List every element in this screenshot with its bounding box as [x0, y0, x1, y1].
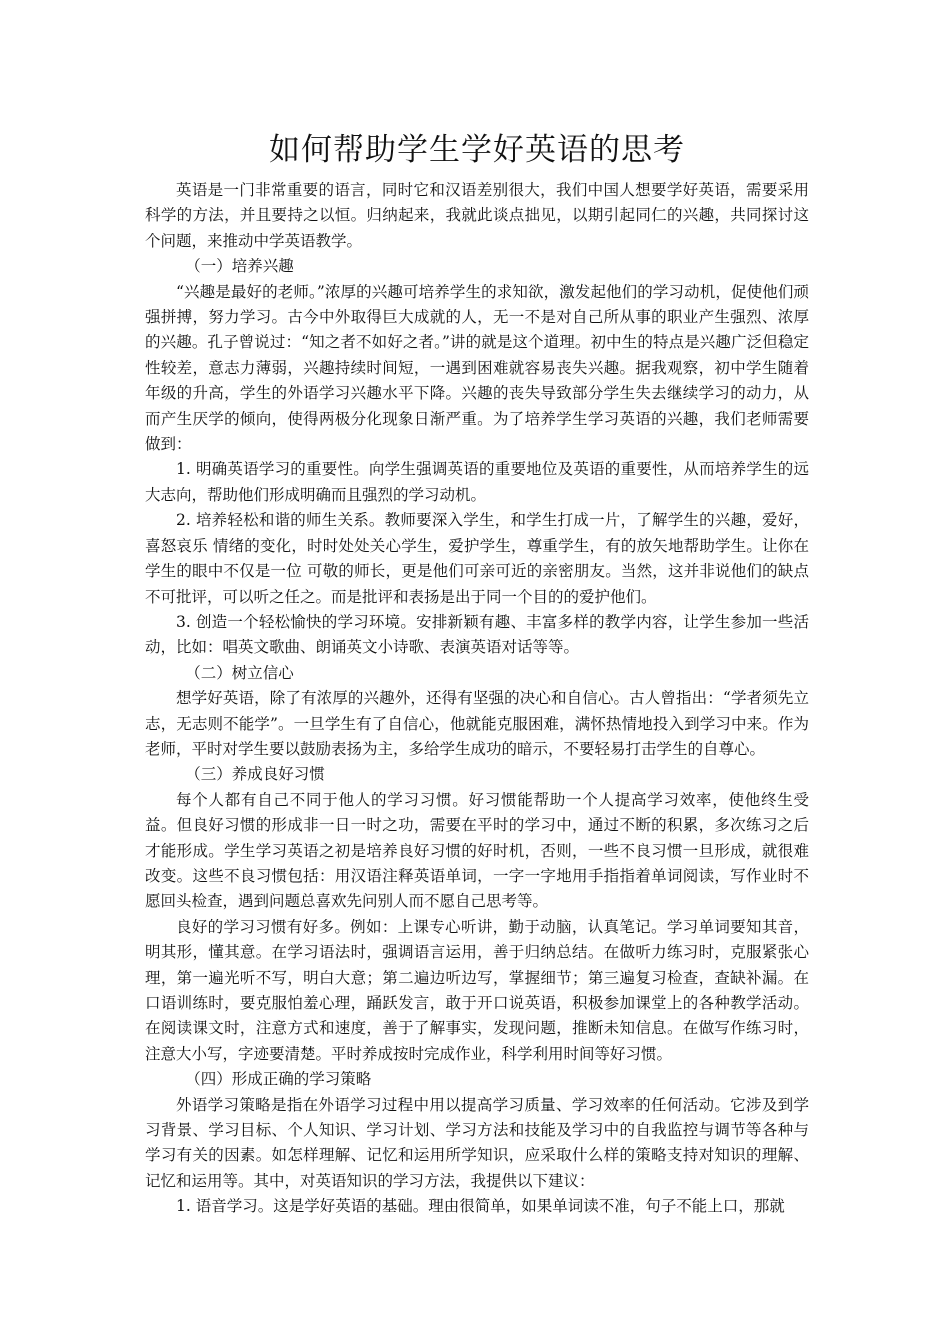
numbered-paragraph: 1. 语音学习。这是学好英语的基础。理由很简单，如果单词读不准，句子不能上口，那就: [176, 1197, 785, 1216]
body-paragraph: 每个人都有自己不同于他人的学习习惯。好习惯能帮助一个人提高学习效率，使他终生受益。但良好习惯的形成非一日一时之功，需要在平时的学习中，通过不断的积累，多次练习之后才能形成。学生学习英语之初是培养良好习惯的好时机，否则，一些不良习惯一旦形成，就很难改变。这些不良习惯包括：用汉语注释英语单词，一字一字地用手指指着单词阅读，写作业时不愿回头检查，遇到问题总喜欢先问别人而不愿自己思考等。: [145, 790, 809, 911]
section-heading-3: （三）养成良好习惯: [185, 765, 325, 784]
document-title: 如何帮助学生学好英语的思考: [269, 132, 685, 168]
body-paragraph: 想学好英语，除了有浓厚的兴趣外，还得有坚强的决心和自信心。古人曾指出：“学者须先立志，无志则不能学”。一旦学生有了自信心，他就能克服困难，满怀热情地投入到学习中来。作为老师，平时对学生要以鼓励表扬为主，多给学生成功的暗示，不要轻易打击学生的自尊心。: [145, 689, 809, 758]
body-paragraph: 良好的学习习惯有好多。例如：上课专心听讲，勤于动脑，认真笔记。学习单词要知其音，明其形，懂其意。在学习语法时，强调语言运用，善于归纳总结。在做听力练习时，克服紧张心理，第一遍光听不写，明白大意；第二遍边听边写，掌握细节；第三遍复习检查，查缺补漏。在口语训练时，要克服怕羞心理，踊跃发言，敢于开口说英语，积极参加课堂上的各种教学活动。在阅读课文时，注意方式和速度，善于了解事实，发现问题，推断未知信息。在做写作练习时，注意大小写，字迹要清楚。平时养成按时完成作业，科学利用时间等好习惯。: [145, 917, 809, 1063]
section-heading-4: （四）形成正确的学习策略: [185, 1070, 372, 1089]
document-body: [145, 178, 809, 1220]
numbered-paragraph: 3. 创造一个轻松愉快的学习环境。安排新颖有趣、丰富多样的教学内容，让学生参加一些活动，比如：唱英文歌曲、朗诵英文小诗歌、表演英语对话等等。: [145, 612, 809, 657]
body-paragraph: “兴趣是最好的老师。”浓厚的兴趣可培养学生的求知欲，激发起他们的学习动机，促使他们顽强拼搏，努力学习。古今中外取得巨大成就的人，无一不是对自己所从事的职业产生强烈、浓厚的兴趣。孔子曾说过：“知之者不如好之者。”讲的就是这个道理。初中生的特点是兴趣广泛但稳定性较差，意志力薄弱，兴趣持续时间短，一遇到困难就容易丧失兴趣。据我观察，初中学生随着年级的升高，学生的外语学习兴趣水平下降。兴趣的丧失导致部分学生失去继续学习的动力，从而产生厌学的倾向，使得两极分化现象日渐严重。为了培养学生学习英语的兴趣，我们老师需要做到：: [145, 282, 809, 454]
section-heading-2: （二）树立信心: [185, 663, 294, 682]
section-heading-1: （一）培养兴趣: [185, 257, 294, 276]
numbered-paragraph: 2. 培养轻松和谐的师生关系。教师要深入学生，和学生打成一片，了解学生的兴趣，爱好，喜怒哀乐 情绪的变化，时时处处关心学生，爱护学生，尊重学生，有的放矢地帮助学生。让你在学生的眼中不仅是一位 可敬的师长，更是他们可亲可近的亲密朋友。当然，这并非说他们的缺点不可批评，可以听之任之。而是批评和表扬是出于同一个目的的爱护他们。: [145, 511, 809, 606]
intro-paragraph: 英语是一门非常重要的语言，同时它和汉语差别很大，我们中国人想要学好英语，需要采用科学的方法，并且要持之以恒。归纳起来，我就此谈点拙见，以期引起同仁的兴趣，共同探讨这个问题，来推动中学英语教学。: [145, 181, 809, 250]
numbered-paragraph: 1. 明确英语学习的重要性。向学生强调英语的重要地位及英语的重要性，从而培养学生的远大志向，帮助他们形成明确而且强烈的学习动机。: [145, 460, 809, 504]
document-page: [145, 128, 809, 1220]
body-paragraph: 外语学习策略是指在外语学习过程中用以提高学习质量、学习效率的任何活动。它涉及到学习背景、学习目标、个人知识、学习计划、学习方法和技能及学习中的自我监控与调节等各种与学习有关的因素。如怎样理解、记忆和运用所学知识，应采取什么样的策略支持对知识的理解、记忆和运用等。其中，对英语知识的学习方法，我提供以下建议：: [145, 1095, 809, 1190]
